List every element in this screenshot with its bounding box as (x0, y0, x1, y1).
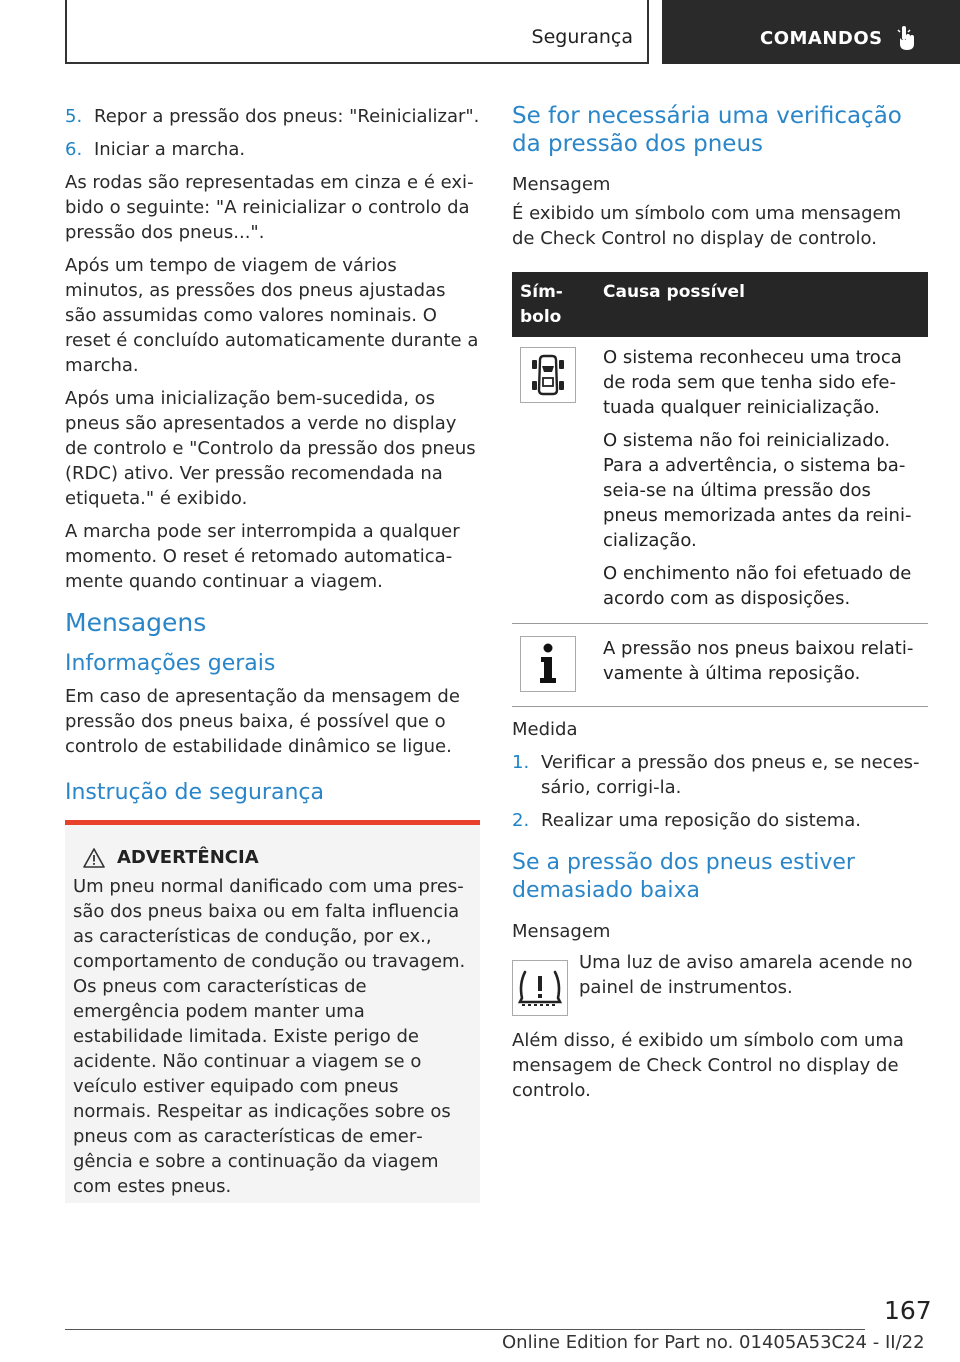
header-chapter-tab (662, 0, 960, 64)
header-section-tab (65, 0, 649, 64)
cause-paragraph: O sistema reconheceu uma troca de roda sem que tenha sido efetuada qualquer reinicialização. (603, 347, 902, 418)
heading-mensagens: Mensagens (65, 608, 207, 637)
table-cell-cause (603, 337, 928, 623)
right-column-lower (512, 717, 928, 1111)
left-column (65, 104, 480, 813)
step-text: Repor a pressão dos pneus: "Reinicializar". (94, 106, 480, 127)
hand-pointer-icon (896, 24, 918, 52)
heading-safety: Instrução de segurança (65, 780, 324, 805)
warning-title-row (73, 847, 472, 868)
paragraph: Após um tempo de viagem de vários minutos, as pressões dos pneus ajustadas são assumidas como valores nominais. O reset é concluído automaticamente durante a marcha. (65, 255, 479, 376)
table-header-cause: Causa possível (603, 282, 745, 302)
list-item (65, 104, 480, 129)
footer-edition: Online Edition for Part no. 01405A53C24 - II/22 (502, 1332, 925, 1353)
step-number: 2. (512, 810, 530, 831)
heading-low-pressure: Se a pressão dos pneus estiver demasiado baixa (512, 850, 855, 903)
car-tire-icon (520, 347, 576, 403)
list-item (65, 137, 480, 162)
heading-info: Informações gerais (65, 651, 276, 676)
cause-paragraph: A pressão nos pneus baixou relativamente à última reposição. (603, 638, 914, 684)
subheading-message-2: Mensagem (512, 921, 611, 942)
message-paragraph: É exibido um símbolo com uma mensagem de Check Control no display de controlo. (512, 203, 902, 249)
paragraph: A marcha pode ser interrompida a qualquer momento. O reset é retomado automaticamente quando continuar a viagem. (65, 521, 460, 592)
step-text: Realizar uma reposição do sistema. (541, 810, 861, 831)
step-text: Verificar a pressão dos pneus e, se necessário, corrigi-la. (541, 752, 920, 798)
table-cell-symbol (512, 337, 603, 623)
tire-pressure-warning-icon (512, 960, 568, 1016)
footer-divider (65, 1329, 865, 1330)
icon-cell (512, 950, 579, 1016)
warning-box (65, 820, 480, 1203)
info-paragraph: Em caso de apresentação da mensagem de pressão dos pneus baixa, é possível que o controlo de estabilidade dinâmico se ligue. (65, 686, 460, 757)
step-number: 6. (65, 139, 83, 160)
low-pressure-indicator-row (512, 950, 928, 1016)
header-chapter-label: COMANDOS (760, 28, 883, 49)
heading-check-pressure: Se for necessária uma verificação da pressão dos pneus (512, 103, 902, 157)
warning-text: Um pneu normal danificado com uma pressão dos pneus baixa ou em falta influencia as características de condução, por ex., comportamento de condução ou travagem. Os pneus com características de emergência podem manter uma estabilidade limitada. Existe perigo de acidente. Não continuar a viagem se o veículo estiver equipado com pneus normais. Respeitar as indicações sobre os pneus com as características de emergência e sobre a continuação da viagem com estes pneus. (73, 876, 466, 1197)
cause-paragraph: O enchimento não foi efetuado de acordo com as disposições. (603, 563, 912, 609)
table-row (512, 624, 928, 707)
table-row (512, 337, 928, 624)
symbol-table (512, 272, 928, 707)
cause-paragraph: O sistema não foi reinicializado. Para a advertência, o sistema baseia-se na última pressão dos pneus memorizada antes da reinicialização. (603, 430, 912, 551)
table-header (512, 272, 928, 337)
paragraph: Após uma inicialização bem-sucedida, os pneus são apresentados a verde no display de controlo e "Controlo da pressão dos pneus (RDC) ativo. Ver pressão recomendada na etiqueta." é exibido. (65, 388, 476, 509)
indicator-text: Uma luz de aviso amarela acende no painel de instrumentos. (579, 952, 913, 998)
paragraph: As rodas são representadas em cinza e é exibido o seguinte: "A reinicializar o controlo da pressão dos pneus...". (65, 172, 474, 243)
page-number: 167 (884, 1296, 932, 1325)
right-column (512, 102, 928, 259)
subheading-message: Mensagem (512, 174, 611, 195)
step-text: Iniciar a marcha. (94, 139, 246, 160)
list-item (512, 750, 928, 800)
table-cell-cause (603, 624, 928, 706)
low-pressure-paragraph: Além disso, é exibido um símbolo com uma mensagem de Check Control no display de controlo. (512, 1030, 904, 1101)
list-item (512, 808, 928, 833)
table-header-symbol: Símbolo (520, 282, 563, 327)
warning-title: ADVERTÊNCIA (117, 847, 259, 868)
warning-triangle-icon (83, 848, 105, 868)
step-number: 1. (512, 752, 530, 773)
header-section-label: Segurança (531, 26, 633, 48)
table-cell-symbol (512, 624, 603, 706)
subheading-measure: Medida (512, 719, 578, 740)
info-icon (520, 636, 576, 692)
step-number: 5. (65, 106, 83, 127)
